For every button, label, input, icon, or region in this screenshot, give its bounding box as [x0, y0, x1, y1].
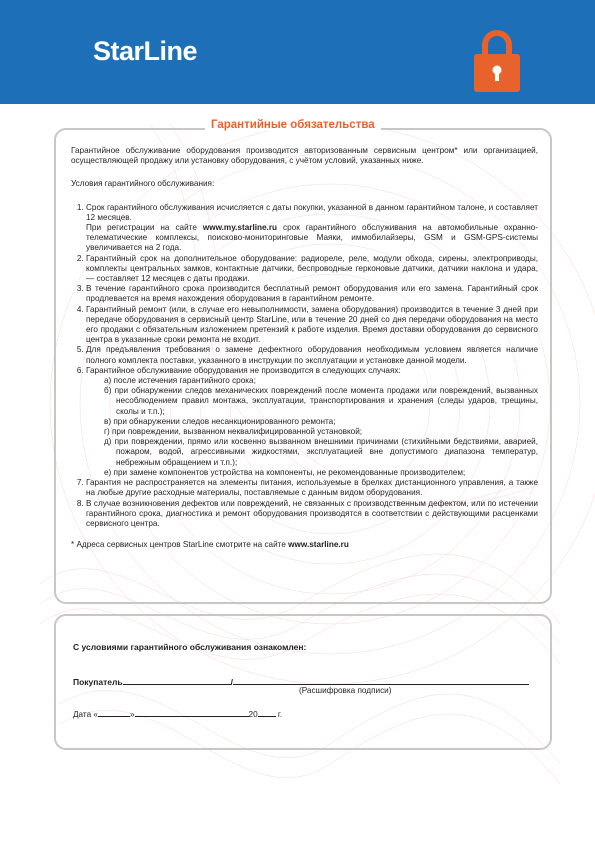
warranty-intro: Гарантийное обслуживание оборудования производится авторизованным сервисным центром* или организацией, осуществляющей продажу или установку оборудования, с учётом условий, указанных ниже.	[71, 146, 538, 166]
signature-line[interactable]	[123, 676, 231, 685]
exclusion-item: а) после истечения гарантийного срока;	[104, 376, 256, 386]
exclusion-item: г) при повреждении, вызванном неквалифицированной установкой;	[104, 427, 363, 437]
list-item: 3. В течение гарантийного срока производится бесплатный ремонт оборудования или его замена. Гарантийный срок продлевается на время нахождения оборудования в гарантийном ремонте.	[86, 284, 538, 304]
acknowledgement-heading: С условиями гарантийного обслуживания ознакомлен:	[73, 642, 307, 652]
list-item: 5. Для предъявления требования о замене дефектного оборудования необходимым условием является наличие полного комплекта поставки, указанного в инструкции по эксплуатации и установке данной модели.	[86, 345, 538, 365]
list-item: 7. Гарантия не распространяется на элементы питания, используемые в брелках дистанционного управления, а также на любые другие расходные материалы, поставляемые с данным видом оборудования.	[86, 478, 538, 498]
exclusion-item: б) при обнаружении следов механических повреждений после момента продажи или повреждений, вызванных несоблюдением правил монтажа, эксплуатации, транспортирования и хранения (следы ударов, трещины, сколы и т.п.);	[104, 386, 538, 416]
header-banner	[0, 0, 595, 104]
exclusion-item: в) при обнаружении следов несанкционированного ремонта;	[104, 416, 336, 426]
list-item: 4. Гарантийный ремонт (или, в случае его невыполнимости, замена оборудования) производится в течение 3 дней при передаче оборудования в сервисный центр StarLine, или в течение 20 дней со дня передачи оборудования на место его продажи с обязательным изложением претензий к работе изделия. Время доставки оборудования до сервисного центра в указанные сроки ремонта не входит.	[86, 305, 538, 346]
date-month-line[interactable]	[135, 708, 249, 717]
exclusions-list	[86, 376, 538, 478]
footnote: * Адреса сервисных центров StarLine смотрите на сайте www.starline.ru	[71, 540, 349, 550]
conditions-title: Условия гарантийного обслуживания:	[71, 179, 215, 189]
signature-transcript-line[interactable]	[233, 676, 529, 685]
list-item: 2. Гарантийный срок на дополнительное оборудование: радиореле, реле, модули обхода, сирены, электроприводы, комплекты центральных замков, контактные датчики, беспроводные герконовые датчики, датчики наклона и удара, — составляет 12 месяцев с даты продажи.	[86, 254, 538, 285]
buyer-label: Покупатель	[73, 677, 123, 687]
starline-logo: StarLine	[93, 36, 198, 66]
date-year-line[interactable]	[258, 708, 276, 717]
buyer-signature-row: Покупатель /	[73, 676, 529, 687]
exclusion-item: д) при повреждении, прямо или косвенно вызванном внешними причинами (стихийными бедствиями, аварией, пожаром, водой, агрессивными жидкостями, эксплуатацией вне допустимого диапазона температур, небрежным обращением и т.п.);	[104, 437, 538, 467]
date-row: Дата « » 20 г.	[73, 710, 283, 719]
list-item: 8. В случае возникновения дефектов или повреждений, не связанных с производственным дефектом, или по истечении гарантийного срока, диагностика и ремонт оборудования производятся в соответствии с действующими расценками сервисного центра.	[86, 499, 538, 530]
exclusion-item: е) при замене компонентов устройства на компоненты, не рекомендованные производителем;	[104, 467, 466, 477]
warranty-title: Гарантийные обязательства	[205, 119, 381, 131]
signature-caption: (Расшифровка подписи)	[299, 686, 392, 695]
warranty-content	[71, 146, 538, 550]
list-item: 1. Срок гарантийного обслуживания исчисляется с даты покупки, указанной в данном гарантийном талоне, и составляет 12 месяцев. При регистрации на сайте www.my.starline.ru срок гарантийного обслуживания на автомобильные охранно-телематические комплексы, поисково-мониторинговые Маяки, иммобилайзеры, GSM и GSM-GPS-системы увеличивается на 2 года.	[86, 203, 538, 254]
service-centers-link[interactable]: www.starline.ru	[288, 540, 349, 550]
date-day-line[interactable]	[98, 708, 130, 717]
registration-link[interactable]: www.my.starline.ru	[202, 223, 278, 233]
list-item: 6. Гарантийное обслуживание оборудования не производится в следующих случаях: а) после истечения гарантийного срока; б) при обнаружении следов механических повреждений после момента продажи или повреждений, вызванных несоблюдением правил монтажа, эксплуатации, транспортирования и хранения (следы ударов, трещины, сколы и т.п.); в) при обнаружении следов несанкционированного ремонта; г) при повреждении, вызванном неквалифицированной установкой; д) при повреждении, прямо или косвенно вызванном внешними причинами (стихийными бедствиями, аварией, пожаром, водой, агрессивными жидкостями, эксплуатацией вне допустимого диапазона температур, небрежным обращением и т.п.); е) при замене компонентов устройства на компоненты, не рекомендованные производителем;	[86, 366, 538, 478]
lock-icon	[474, 28, 520, 92]
conditions-list	[71, 203, 538, 530]
